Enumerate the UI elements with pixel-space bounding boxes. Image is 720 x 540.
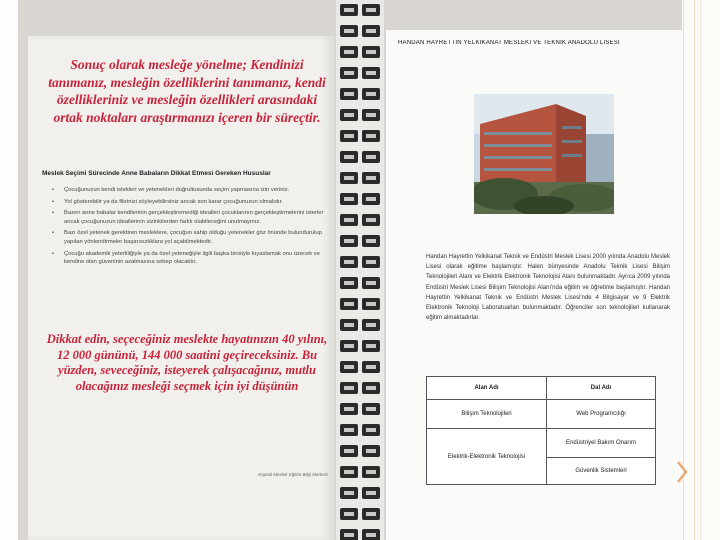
- left-page-title: Sonuç olarak mesleğe yönelme; Kendinizi tanımanız, mesleğin özelliklerini tanımanız, kendi özellikleriniz ve mesleğin özellikleri arasındaki ortak noktaları araştırmanızı içeren bir süreçtir.: [48, 57, 326, 125]
- table-header-row: [427, 377, 656, 400]
- binding-ring: [340, 235, 380, 247]
- table-cell: Güvenlik Sistemleri: [547, 458, 656, 485]
- closing-message: Dikkat edin, seçeceğiniz meslekte hayatınızın 40 yılını, 12 000 gününü, 144 000 saatini geçireceksiniz. Bu yüzden, seveceğiniz, isteyerek çalışacağınız, mutlu olacağınız mesleği seçmek için iyi düşünün: [46, 332, 328, 393]
- binding-ring: [340, 214, 380, 226]
- binding-ring: [340, 256, 380, 268]
- table-cell: Bilişim Teknolojileri: [427, 400, 547, 429]
- bullet-item: • Bazen anne babalar kendilerinin gerçekleştiremediği idealleri çocuklarının gerçekleştirmelerini isterler ancak çocuğunuzun ideallerinin sizinkilerden farklı olabileceğini unutmayınız.: [42, 209, 326, 226]
- binding-ring: [340, 88, 380, 100]
- binding-ring: [340, 67, 380, 79]
- binding-ring: [340, 130, 380, 142]
- bullet-list: [42, 186, 326, 270]
- bullet-item: • Çocuğunuzun kendi istekleri ve yetenekleri doğrultusunda seçim yapmasına izin veriniz.: [42, 186, 326, 195]
- binding-ring: [340, 151, 380, 163]
- binding-ring: [340, 319, 380, 331]
- left-page: [28, 36, 334, 540]
- binding-ring: [340, 193, 380, 205]
- binding-ring: [340, 445, 380, 457]
- binding-ring: [340, 466, 380, 478]
- binding-ring: [340, 487, 380, 499]
- table-row: [427, 400, 656, 429]
- binding-ring: [340, 424, 380, 436]
- binding-ring: [340, 172, 380, 184]
- binding-ring: [340, 109, 380, 121]
- binding-ring: [340, 25, 380, 37]
- school-header: HANDAN HAYRETTİN YELKİKANAT MESLEKİ VE TEKNİK ANADOLU LİSESİ: [398, 40, 620, 46]
- table-cell: Web Programcılığı: [547, 400, 656, 429]
- scanned-brochure: [18, 0, 682, 540]
- bullet-item: • Yol gösterebilir ya da fikrinizi söyleyebilirsiniz ancak son karar çocuğunuzun olmalıdır.: [42, 198, 326, 207]
- column-header: Dal Adı: [547, 377, 656, 400]
- binding-ring: [340, 4, 380, 16]
- column-header: Alan Adı: [427, 377, 547, 400]
- binding-ring: [340, 277, 380, 289]
- decorative-side-stripe: [683, 0, 720, 540]
- bullet-item: • Bazı özel yetenek gerektiren mesleklere, çocuğun sahip olduğu yetenekler göz önünde bulundurulup yapılan yönlendirmeler başarısızlıklara yol açabilmektedir.: [42, 229, 326, 246]
- binding-ring: [340, 361, 380, 373]
- binding-ring: [340, 46, 380, 58]
- bullet-item: • Çocuğu akademik yeterliliğiyle ya da özel yeteneğiyle ilgili başka birisiyle kıyaslamak onu üzecek ve kendine olan güveninin azalmasına sebep olacaktır.: [42, 250, 326, 267]
- footer-note: Kapsül Meslek Eğitim Bilgi Merkezi: [258, 472, 328, 477]
- section-heading: Meslek Seçimi Sürecinde Anne Babaların Dikkat Etmesi Gereken Hususlar: [42, 170, 271, 177]
- binding-ring: [340, 529, 380, 540]
- right-page: [386, 30, 682, 540]
- next-slide-icon[interactable]: [676, 460, 688, 484]
- binding-ring: [340, 508, 380, 520]
- table-cell: Endüstriyel Bakım Onarım: [547, 429, 656, 458]
- binding-ring: [340, 382, 380, 394]
- fields-table: [426, 376, 656, 485]
- school-description: Handan Hayrettin Yelkikanat Teknik ve Endüstri Meslek Lisesi 2000 yılında Anadolu Meslek Lisesi olarak eğitime başlamıştır. Halen bünyesinde Anadolu Teknik Lisesi Bilişim Teknolojileri Alanı ve Elektrik Elektronik Teknolojisi Alanı bulunmaktadır. Ayrıca 2009 yılında Endüstri Meslek Lisesi Bilişim Teknolojisi Alanı'nda eğitim ve öğretime başlamıştır. Handan Hayrettin Yelkikanat Teknik ve Endüstri Meslek Lisesi'nde 4 Bilgisayar ve 9 Elektrik Elektronik Teknoloji Laboratuarları bulunmaktadır. Öğrenciler son teknolojileri kullanarak eğitim almaktadırlar.: [426, 254, 670, 322]
- spiral-binding: [336, 0, 384, 540]
- binding-ring: [340, 403, 380, 415]
- table-cell: Elektrik-Elektronik Teknolojisi: [427, 429, 547, 485]
- binding-ring: [340, 340, 380, 352]
- binding-ring: [340, 298, 380, 310]
- school-building-photo: [474, 94, 614, 214]
- table-row: [427, 429, 656, 458]
